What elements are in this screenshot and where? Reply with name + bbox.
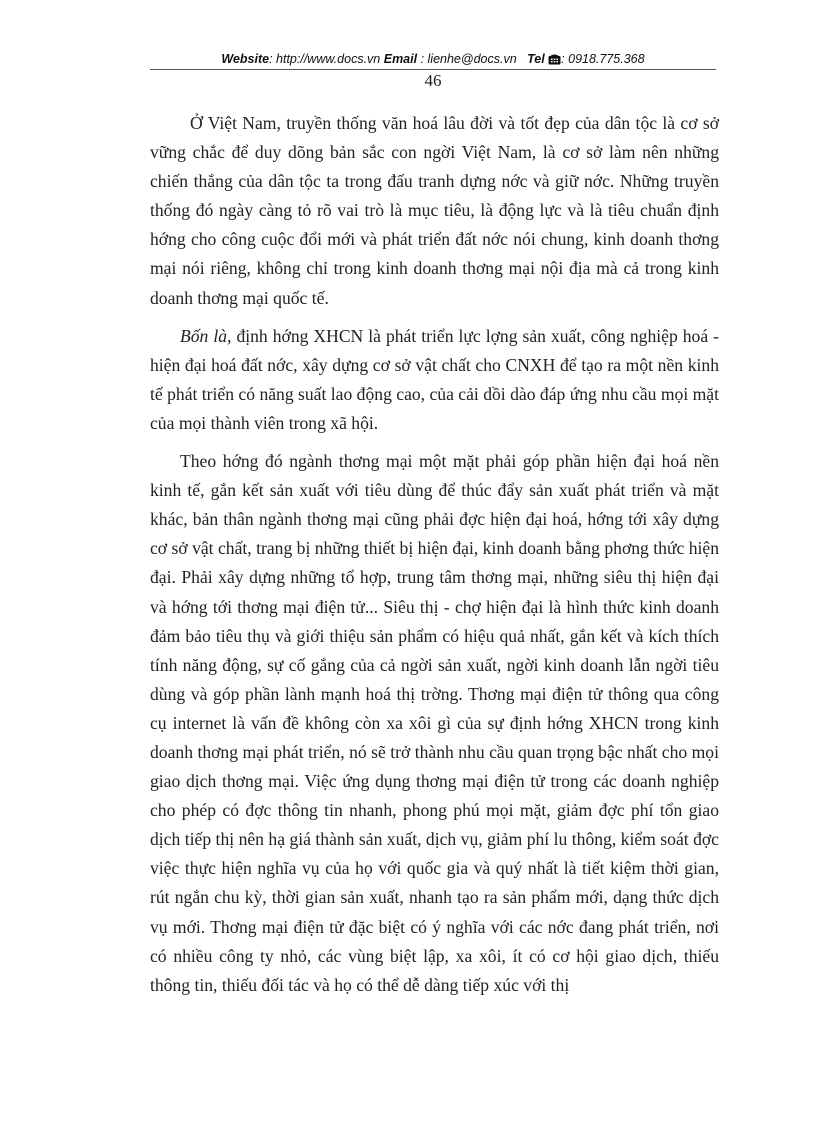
website-value: : http://www.docs.vn (269, 52, 384, 66)
paragraph-3 (150, 447, 719, 1000)
tel-value: : 0918.775.368 (561, 52, 645, 66)
website-label: Website (221, 52, 270, 66)
paragraph-text: định hớng XHCN là phát triển lực lợng sản xuất, công nghiệp hoá - hiện đại hoá đất nớc, xây dựng cơ sở vật chất cho CNXH để tạo ra một nền kinh tế phát triển có năng suất lao động cao, của cải dồi dào đáp ứng nhu cầu mọi mặt của mọi thành viên trong xã hội. (150, 325, 720, 433)
email-value: : lienhe@docs.vn (417, 52, 521, 66)
document-body (150, 109, 719, 1009)
tel-label: Tel (527, 52, 545, 66)
phone-icon (548, 53, 561, 69)
page-header (150, 51, 716, 69)
page-number: 46 (424, 71, 442, 90)
paragraph-2 (150, 322, 719, 438)
paragraph-1 (150, 109, 719, 313)
paragraph-text: Ở Việt Nam, truyền thống văn hoá lâu đời và tốt đẹp của dân tộc là cơ sở vững chắc để duy dõng bản sắc con ngời Việt Nam, là cơ sở làm nên những chiến thắng của dân tộc ta trong đấu tranh dựng nớc và giữ nớc. Những truyền thống đó ngày càng tỏ rõ vai trò là mục tiêu, là động lực và là tiêu chuẩn định hớng cho công cuộc đổi mới và phát triển đất nớc nói chung, kinh doanh thơng mại nói riêng, không chỉ trong kinh doanh thơng mại nội địa mà cả trong kinh doanh thơng mại quốc tế. (150, 113, 719, 308)
email-label: Email (383, 52, 418, 66)
paragraph-text: Theo hớng đó ngành thơng mại một mặt phải góp phần hiện đại hoá nền kinh tế, gắn kết sản xuất với tiêu dùng để thúc đẩy sản xuất phát triển và mặt khác, bản thân ngành thơng mại cũng phải đợc hiện đại hoá, hớng tới xây dựng cơ sở vật chất, trang bị những thiết bị hiện đại, kinh doanh bằng phơng thức hiện đại. Phải xây dựng những tổ hợp, trung tâm thơng mại, những siêu thị hiện đại và hớng tới thơng mại điện tử... Siêu thị - chợ hiện đại là hình thức kinh doanh đảm bảo tiêu thụ và giới thiệu sản phẩm có hiệu quả nhất, gắn kết và kích thích tính năng động, sự cố gắng của cả ngời sản xuất, ngời kinh doanh lẫn ngời tiêu dùng và góp phần lành mạnh hoá thị trờng. Thơng mại điện tử thông qua công cụ internet là vấn đề không còn xa xôi gì của sự định hớng XHCN trong kinh doanh thơng mại phát triển, nó sẽ trở thành nhu cầu quan trọng bậc nhất cho mọi giao dịch thơng mại. Việc ứng dụng thơng mại điện tử trong các doanh nghiệp cho phép có đợc thông tin nhanh, phong phú mọi mặt, giảm đợc phí tổn giao dịch tiếp thị nên hạ giá thành sản xuất, dịch vụ, giảm phí lu thông, kiểm soát đợc việc thực hiện nghĩa vụ của họ với quốc gia và quý nhất là tiết kiệm thời gian, rút ngắn chu kỳ, thời gian sản xuất, nhanh tạo ra sản phẩm mới, dạng thức dịch vụ mới. Thơng mại điện tử đặc biệt có ý nghĩa với các nớc đang phát triển, nơi có nhiều công ty nhỏ, các vùng biệt lập, xa xôi, ít có cơ hội giao dịch, thiếu thông tin, thiếu đối tác và họ có thể dễ dàng tiếp xúc với thị (150, 451, 719, 995)
paragraph-lead: Bốn là, (180, 325, 232, 346)
